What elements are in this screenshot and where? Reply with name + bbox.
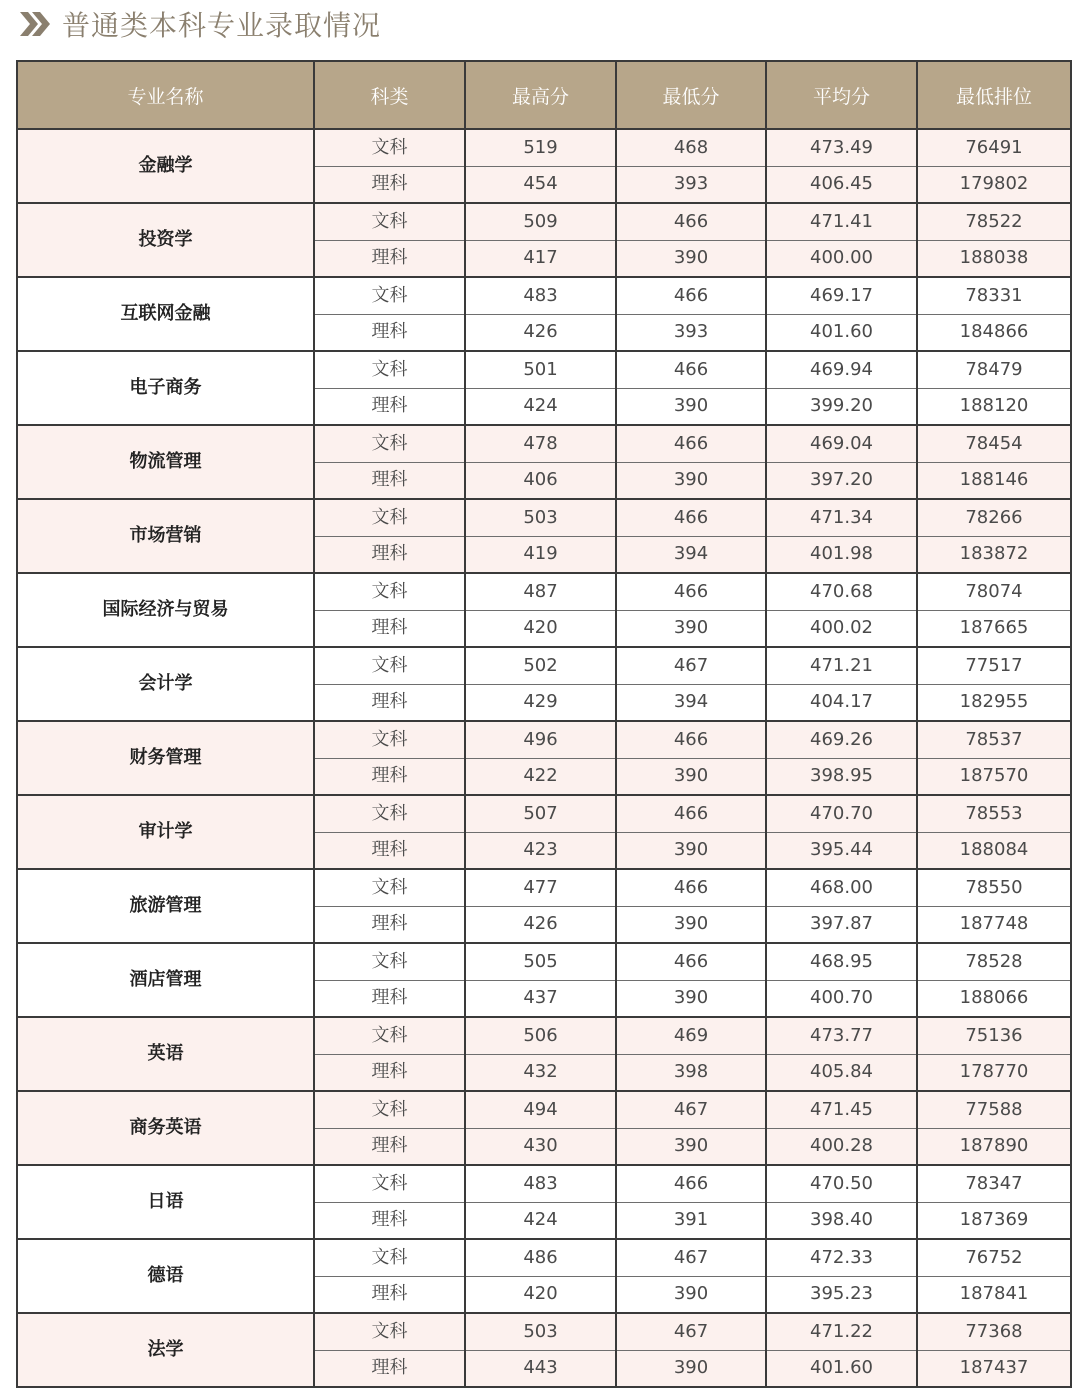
subject-type-cell: 文科 — [314, 943, 465, 980]
major-name-cell: 英语 — [17, 1017, 314, 1091]
min-rank-cell: 75136 — [917, 1017, 1071, 1054]
max-score-cell: 501 — [465, 351, 616, 388]
major-group — [17, 1091, 1071, 1165]
max-score-cell: 505 — [465, 943, 616, 980]
min-score-cell: 390 — [616, 240, 766, 277]
table-row — [17, 647, 1071, 684]
avg-score-cell: 406.45 — [766, 166, 917, 203]
avg-score-cell: 401.98 — [766, 536, 917, 573]
page-title-bar — [18, 2, 381, 46]
max-score-cell: 478 — [465, 425, 616, 462]
min-score-cell: 466 — [616, 277, 766, 314]
min-score-cell: 390 — [616, 980, 766, 1017]
avg-score-cell: 468.00 — [766, 869, 917, 906]
min-rank-cell: 78553 — [917, 795, 1071, 832]
avg-score-cell: 401.60 — [766, 314, 917, 351]
major-name-cell: 酒店管理 — [17, 943, 314, 1017]
min-rank-cell: 76752 — [917, 1239, 1071, 1276]
avg-score-cell: 397.20 — [766, 462, 917, 499]
major-name-cell: 法学 — [17, 1313, 314, 1387]
subject-type-cell: 理科 — [314, 980, 465, 1017]
min-score-cell: 390 — [616, 1350, 766, 1387]
min-rank-cell: 77368 — [917, 1313, 1071, 1350]
min-score-cell: 466 — [616, 351, 766, 388]
header-max-score: 最高分 — [465, 61, 616, 129]
subject-type-cell: 文科 — [314, 351, 465, 388]
table-row — [17, 129, 1071, 166]
major-group — [17, 647, 1071, 721]
table-row — [17, 1239, 1071, 1276]
subject-type-cell: 文科 — [314, 573, 465, 610]
max-score-cell: 477 — [465, 869, 616, 906]
major-group — [17, 425, 1071, 499]
min-score-cell: 467 — [616, 1239, 766, 1276]
min-score-cell: 466 — [616, 573, 766, 610]
table-row — [17, 499, 1071, 536]
major-name-cell: 市场营销 — [17, 499, 314, 573]
subject-type-cell: 文科 — [314, 1239, 465, 1276]
min-score-cell: 466 — [616, 869, 766, 906]
major-group — [17, 1239, 1071, 1313]
avg-score-cell: 404.17 — [766, 684, 917, 721]
subject-type-cell: 文科 — [314, 129, 465, 166]
avg-score-cell: 469.04 — [766, 425, 917, 462]
avg-score-cell: 398.40 — [766, 1202, 917, 1239]
max-score-cell: 420 — [465, 610, 616, 647]
min-score-cell: 468 — [616, 129, 766, 166]
avg-score-cell: 397.87 — [766, 906, 917, 943]
min-score-cell: 394 — [616, 684, 766, 721]
avg-score-cell: 469.94 — [766, 351, 917, 388]
subject-type-cell: 理科 — [314, 1350, 465, 1387]
min-score-cell: 467 — [616, 647, 766, 684]
min-rank-cell: 187570 — [917, 758, 1071, 795]
major-name-cell: 会计学 — [17, 647, 314, 721]
max-score-cell: 502 — [465, 647, 616, 684]
max-score-cell: 429 — [465, 684, 616, 721]
table-row — [17, 573, 1071, 610]
min-score-cell: 466 — [616, 425, 766, 462]
min-score-cell: 467 — [616, 1313, 766, 1350]
min-score-cell: 466 — [616, 203, 766, 240]
max-score-cell: 509 — [465, 203, 616, 240]
min-rank-cell: 188084 — [917, 832, 1071, 869]
avg-score-cell: 470.50 — [766, 1165, 917, 1202]
min-score-cell: 390 — [616, 758, 766, 795]
table-row — [17, 1091, 1071, 1128]
major-name-cell: 财务管理 — [17, 721, 314, 795]
avg-score-cell: 395.23 — [766, 1276, 917, 1313]
max-score-cell: 426 — [465, 314, 616, 351]
avg-score-cell: 470.70 — [766, 795, 917, 832]
min-score-cell: 390 — [616, 610, 766, 647]
min-score-cell: 393 — [616, 166, 766, 203]
major-name-cell: 物流管理 — [17, 425, 314, 499]
header-avg-score: 平均分 — [766, 61, 917, 129]
max-score-cell: 423 — [465, 832, 616, 869]
major-group — [17, 499, 1071, 573]
max-score-cell: 424 — [465, 1202, 616, 1239]
max-score-cell: 496 — [465, 721, 616, 758]
subject-type-cell: 文科 — [314, 647, 465, 684]
major-name-cell: 旅游管理 — [17, 869, 314, 943]
subject-type-cell: 文科 — [314, 203, 465, 240]
min-score-cell: 393 — [616, 314, 766, 351]
admission-table — [16, 60, 1072, 1388]
page-title: 普通类本科专业录取情况 — [62, 9, 382, 42]
major-group — [17, 203, 1071, 277]
min-score-cell: 467 — [616, 1091, 766, 1128]
max-score-cell: 483 — [465, 277, 616, 314]
min-rank-cell: 78537 — [917, 721, 1071, 758]
max-score-cell: 422 — [465, 758, 616, 795]
major-name-cell: 互联网金融 — [17, 277, 314, 351]
avg-score-cell: 399.20 — [766, 388, 917, 425]
min-rank-cell: 77517 — [917, 647, 1071, 684]
min-rank-cell: 78522 — [917, 203, 1071, 240]
major-name-cell: 德语 — [17, 1239, 314, 1313]
min-rank-cell: 187369 — [917, 1202, 1071, 1239]
max-score-cell: 406 — [465, 462, 616, 499]
table-row — [17, 1313, 1071, 1350]
min-rank-cell: 78528 — [917, 943, 1071, 980]
subject-type-cell: 理科 — [314, 684, 465, 721]
avg-score-cell: 470.68 — [766, 573, 917, 610]
major-group — [17, 277, 1071, 351]
min-rank-cell: 183872 — [917, 536, 1071, 573]
min-rank-cell: 188120 — [917, 388, 1071, 425]
min-score-cell: 390 — [616, 832, 766, 869]
min-rank-cell: 78347 — [917, 1165, 1071, 1202]
major-group — [17, 943, 1071, 1017]
major-name-cell: 日语 — [17, 1165, 314, 1239]
max-score-cell: 483 — [465, 1165, 616, 1202]
subject-type-cell: 理科 — [314, 462, 465, 499]
major-name-cell: 国际经济与贸易 — [17, 573, 314, 647]
min-rank-cell: 187890 — [917, 1128, 1071, 1165]
max-score-cell: 417 — [465, 240, 616, 277]
avg-score-cell: 471.21 — [766, 647, 917, 684]
double-chevron-right-icon — [18, 9, 54, 39]
min-rank-cell: 78479 — [917, 351, 1071, 388]
table-row — [17, 943, 1071, 980]
min-rank-cell: 182955 — [917, 684, 1071, 721]
header-subject-type: 科类 — [314, 61, 465, 129]
subject-type-cell: 文科 — [314, 1313, 465, 1350]
table-row — [17, 1017, 1071, 1054]
major-name-cell: 审计学 — [17, 795, 314, 869]
major-name-cell: 投资学 — [17, 203, 314, 277]
max-score-cell: 507 — [465, 795, 616, 832]
min-rank-cell: 78550 — [917, 869, 1071, 906]
major-name-cell: 电子商务 — [17, 351, 314, 425]
avg-score-cell: 472.33 — [766, 1239, 917, 1276]
subject-type-cell: 理科 — [314, 1128, 465, 1165]
min-rank-cell: 187665 — [917, 610, 1071, 647]
max-score-cell: 519 — [465, 129, 616, 166]
header-min-rank: 最低排位 — [917, 61, 1071, 129]
avg-score-cell: 405.84 — [766, 1054, 917, 1091]
min-score-cell: 398 — [616, 1054, 766, 1091]
table-header-row — [17, 61, 1071, 129]
subject-type-cell: 理科 — [314, 832, 465, 869]
min-rank-cell: 78454 — [917, 425, 1071, 462]
subject-type-cell: 理科 — [314, 758, 465, 795]
subject-type-cell: 理科 — [314, 1202, 465, 1239]
min-score-cell: 391 — [616, 1202, 766, 1239]
subject-type-cell: 理科 — [314, 906, 465, 943]
min-score-cell: 466 — [616, 943, 766, 980]
max-score-cell: 486 — [465, 1239, 616, 1276]
min-score-cell: 466 — [616, 795, 766, 832]
header-major-name: 专业名称 — [17, 61, 314, 129]
subject-type-cell: 理科 — [314, 388, 465, 425]
subject-type-cell: 理科 — [314, 1276, 465, 1313]
table-row — [17, 795, 1071, 832]
subject-type-cell: 理科 — [314, 610, 465, 647]
avg-score-cell: 400.02 — [766, 610, 917, 647]
min-score-cell: 390 — [616, 388, 766, 425]
subject-type-cell: 文科 — [314, 1165, 465, 1202]
major-group — [17, 795, 1071, 869]
min-rank-cell: 76491 — [917, 129, 1071, 166]
min-rank-cell: 187748 — [917, 906, 1071, 943]
subject-type-cell: 理科 — [314, 166, 465, 203]
min-score-cell: 390 — [616, 1276, 766, 1313]
avg-score-cell: 400.00 — [766, 240, 917, 277]
min-score-cell: 466 — [616, 499, 766, 536]
major-name-cell: 金融学 — [17, 129, 314, 203]
max-score-cell: 487 — [465, 573, 616, 610]
subject-type-cell: 理科 — [314, 1054, 465, 1091]
min-rank-cell: 77588 — [917, 1091, 1071, 1128]
avg-score-cell: 471.22 — [766, 1313, 917, 1350]
table-row — [17, 203, 1071, 240]
max-score-cell: 430 — [465, 1128, 616, 1165]
major-group — [17, 351, 1071, 425]
min-rank-cell: 78074 — [917, 573, 1071, 610]
table-row — [17, 351, 1071, 388]
major-group — [17, 721, 1071, 795]
major-name-cell: 商务英语 — [17, 1091, 314, 1165]
avg-score-cell: 398.95 — [766, 758, 917, 795]
table-row — [17, 869, 1071, 906]
min-rank-cell: 187841 — [917, 1276, 1071, 1313]
avg-score-cell: 473.77 — [766, 1017, 917, 1054]
min-score-cell: 390 — [616, 1128, 766, 1165]
header-min-score: 最低分 — [616, 61, 766, 129]
min-rank-cell: 188146 — [917, 462, 1071, 499]
min-rank-cell: 187437 — [917, 1350, 1071, 1387]
avg-score-cell: 471.34 — [766, 499, 917, 536]
max-score-cell: 420 — [465, 1276, 616, 1313]
min-rank-cell: 179802 — [917, 166, 1071, 203]
min-score-cell: 394 — [616, 536, 766, 573]
subject-type-cell: 理科 — [314, 536, 465, 573]
table-row — [17, 277, 1071, 314]
min-rank-cell: 184866 — [917, 314, 1071, 351]
avg-score-cell: 471.45 — [766, 1091, 917, 1128]
subject-type-cell: 文科 — [314, 425, 465, 462]
major-group — [17, 1017, 1071, 1091]
subject-type-cell: 理科 — [314, 240, 465, 277]
subject-type-cell: 文科 — [314, 721, 465, 758]
max-score-cell: 443 — [465, 1350, 616, 1387]
avg-score-cell: 468.95 — [766, 943, 917, 980]
subject-type-cell: 文科 — [314, 277, 465, 314]
min-rank-cell: 78331 — [917, 277, 1071, 314]
min-rank-cell: 178770 — [917, 1054, 1071, 1091]
avg-score-cell: 469.17 — [766, 277, 917, 314]
table-row — [17, 721, 1071, 758]
avg-score-cell: 473.49 — [766, 129, 917, 166]
max-score-cell: 503 — [465, 1313, 616, 1350]
avg-score-cell: 395.44 — [766, 832, 917, 869]
min-score-cell: 390 — [616, 462, 766, 499]
table-row — [17, 425, 1071, 462]
subject-type-cell: 文科 — [314, 1017, 465, 1054]
subject-type-cell: 文科 — [314, 499, 465, 536]
major-group — [17, 1165, 1071, 1239]
subject-type-cell: 文科 — [314, 1091, 465, 1128]
max-score-cell: 503 — [465, 499, 616, 536]
major-group — [17, 1313, 1071, 1387]
max-score-cell: 432 — [465, 1054, 616, 1091]
min-score-cell: 466 — [616, 1165, 766, 1202]
avg-score-cell: 401.60 — [766, 1350, 917, 1387]
min-rank-cell: 188066 — [917, 980, 1071, 1017]
max-score-cell: 454 — [465, 166, 616, 203]
table-row — [17, 1165, 1071, 1202]
max-score-cell: 419 — [465, 536, 616, 573]
subject-type-cell: 理科 — [314, 314, 465, 351]
avg-score-cell: 400.70 — [766, 980, 917, 1017]
max-score-cell: 424 — [465, 388, 616, 425]
avg-score-cell: 471.41 — [766, 203, 917, 240]
major-group — [17, 869, 1071, 943]
avg-score-cell: 469.26 — [766, 721, 917, 758]
max-score-cell: 506 — [465, 1017, 616, 1054]
major-group — [17, 129, 1071, 203]
max-score-cell: 426 — [465, 906, 616, 943]
subject-type-cell: 文科 — [314, 869, 465, 906]
avg-score-cell: 400.28 — [766, 1128, 917, 1165]
max-score-cell: 437 — [465, 980, 616, 1017]
min-score-cell: 466 — [616, 721, 766, 758]
major-group — [17, 573, 1071, 647]
max-score-cell: 494 — [465, 1091, 616, 1128]
subject-type-cell: 文科 — [314, 795, 465, 832]
min-rank-cell: 188038 — [917, 240, 1071, 277]
min-score-cell: 469 — [616, 1017, 766, 1054]
min-rank-cell: 78266 — [917, 499, 1071, 536]
min-score-cell: 390 — [616, 906, 766, 943]
